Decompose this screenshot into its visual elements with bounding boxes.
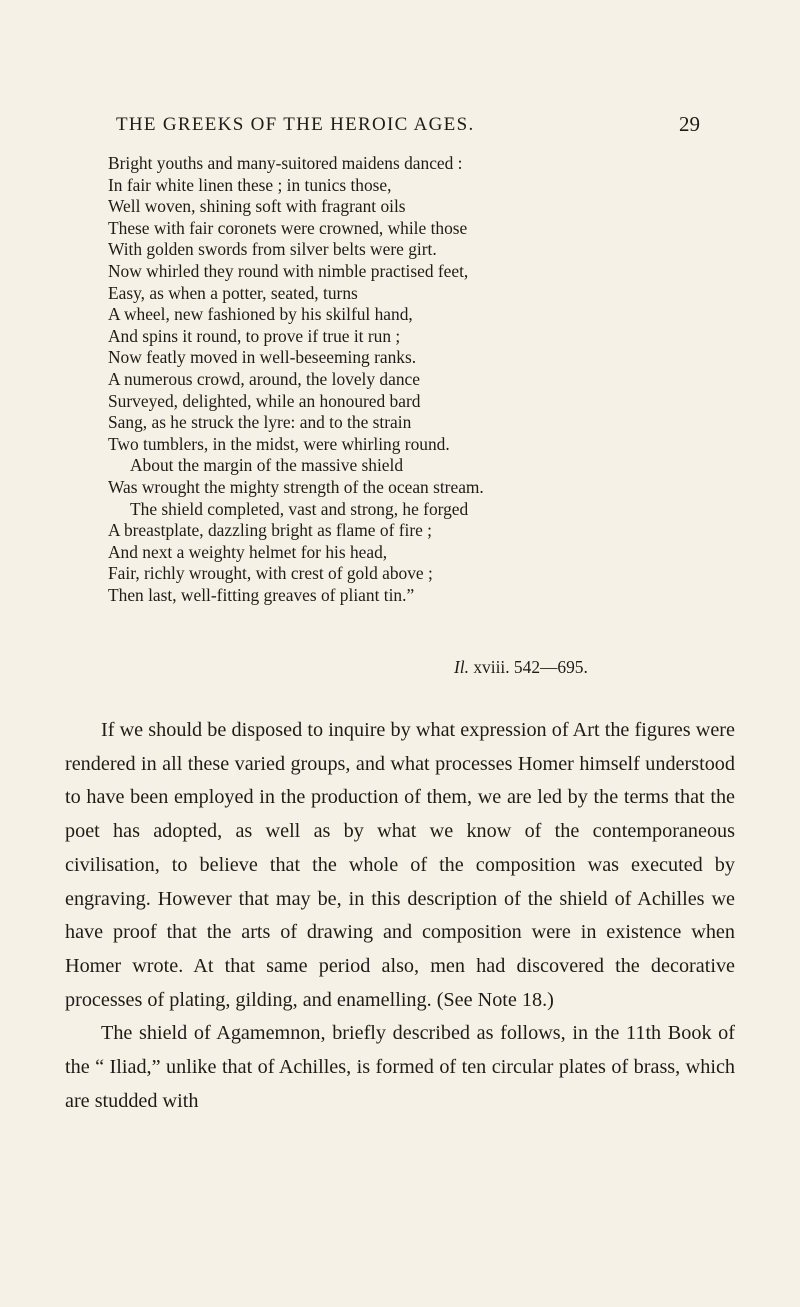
verse-line: A breastplate, dazzling bright as flame of fire ;	[108, 520, 433, 541]
verse-line: About the margin of the massive shield	[130, 455, 404, 476]
verse-line: The shield completed, vast and strong, he forged	[130, 498, 469, 519]
verse-line: And next a weighty helmet for his head,	[108, 541, 388, 562]
body-text	[65, 714, 735, 1118]
verse-line: These with fair coronets were crowned, while those	[108, 217, 468, 238]
verse-line: With golden swords from silver belts were girt.	[108, 239, 437, 260]
verse-line: And spins it round, to prove if true it run ;	[108, 325, 401, 346]
verse-line: In fair white linen these ; in tunics those,	[108, 174, 392, 195]
verse-line: Well woven, shining soft with fragrant oils	[108, 196, 406, 217]
verse-line: Surveyed, delighted, while an honoured bard	[108, 390, 421, 411]
paragraph: The shield of Agamemnon, briefly described as follows, in the 11th Book of the “ Iliad,” unlike that of Achilles, is formed of ten circular plates of brass, which are studded with	[65, 1022, 735, 1112]
verse-citation	[454, 657, 588, 678]
verse-line: A numerous crowd, around, the lovely dance	[108, 368, 420, 389]
verse-line: Sang, as he struck the lyre: and to the strain	[108, 412, 412, 433]
verse-line: Bright youths and many-suitored maidens danced :	[108, 153, 463, 173]
page-number: 29	[679, 112, 700, 136]
verse-line: Then last, well-fitting greaves of pliant tin.”	[108, 584, 415, 605]
verse-quotation	[108, 153, 708, 606]
verse-line: Now whirled they round with nimble practised feet,	[108, 260, 469, 281]
citation-abbrev: Il.	[454, 657, 469, 677]
verse-line: Two tumblers, in the midst, were whirling round.	[108, 433, 450, 454]
verse-line: Now featly moved in well-beseeming ranks.	[108, 347, 417, 368]
running-head	[100, 112, 700, 142]
running-title: THE GREEKS OF THE HEROIC AGES.	[116, 114, 475, 135]
citation-ref: xviii. 542—695.	[473, 657, 588, 677]
verse-line: Was wrought the mighty strength of the ocean stream.	[108, 476, 484, 497]
verse-line: Easy, as when a potter, seated, turns	[108, 282, 358, 303]
paragraph: If we should be disposed to inquire by what expression of Art the figures were rendered in all these varied groups, and what processes Homer himself understood to have been employed in the production of them, we are led by the terms that the poet has adopted, as well as by what we know of the contemporaneous civilisation, to believe that the whole of the composition was executed by engraving. However that may be, in this description of the shield of Achilles we have proof that the arts of drawing and composition were in existence when Homer wrote. At that same period also, men had discovered the decorative processes of plating, gilding, and enamelling. (See Note 18.)	[65, 719, 735, 1011]
verse-line: A wheel, new fashioned by his skilful hand,	[108, 304, 413, 325]
verse-line: Fair, richly wrought, with crest of gold above ;	[108, 563, 433, 584]
